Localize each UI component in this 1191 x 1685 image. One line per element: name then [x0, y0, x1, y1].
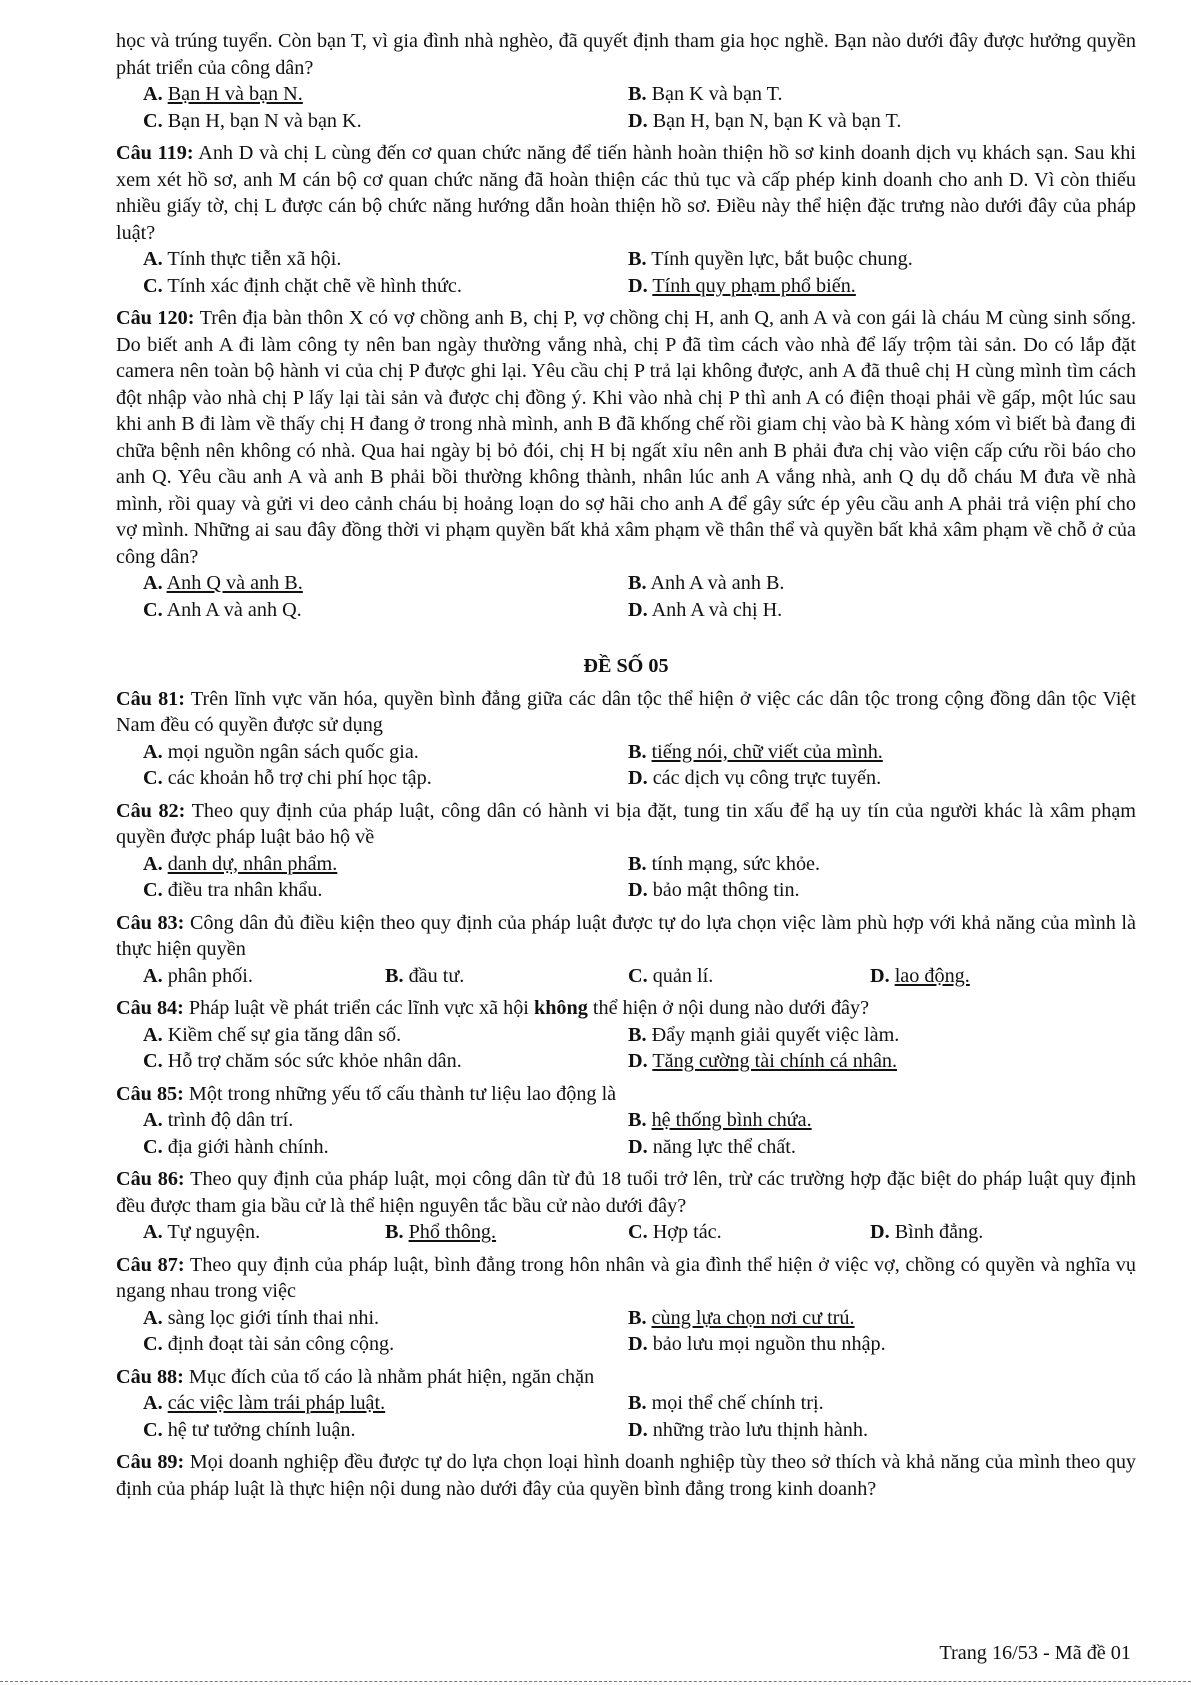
option-c: C. địa giới hành chính.: [143, 1135, 329, 1158]
option-d: D. Tăng cường tài chính cá nhân.: [628, 1050, 898, 1072]
option-c: C. điều tra nhân khẩu.: [143, 879, 323, 901]
correct-answer: Bạn H và bạn N.: [167, 83, 303, 105]
option-a: A. Bạn H và bạn N.: [143, 83, 303, 105]
question-120-options: [143, 570, 1136, 623]
option-b: B. cùng lựa chọn nơi cư trú.: [628, 1306, 855, 1329]
option-a: A. Anh Q và anh B.: [143, 572, 303, 594]
question-120: Câu 120: Trên địa bàn thôn X có vợ chồng anh B, chị P, vợ chồng chị H, anh Q, anh A và con gái là cháu M cùng sinh sống. Do biết anh A đi làm công ty nên ban ngày thường vắng nhà, chị P đã tìm cách vào nhà để lấy trộm tài sản. Do có lắp đặt camera nên toàn bộ hành vi của chị P được ghi lại. Yêu cầu chị P trả lại không được, anh A đã thuê chị H cùng mình tìm cách đột nhập vào nhà chị P lấy lại tài sản và được chị đồng ý. Khi vào nhà chị P thì anh A có điện thoại phải về gấp, một lúc sau khi anh B đi làm về thấy chị H đang ở trong nhà mình, anh B đã khống chế rồi giam chị vào bà K hàng xóm vì biết bà đang đi chữa bệnh nên không có nhà. Qua hai ngày bị bỏ đói, chị H bị ngất xỉu nên anh B phải đưa chị vào viện cấp cứu rồi báo cho anh Q. Yêu cầu anh A và anh B phải bồi thường không thành, nhân lúc anh A vắng nhà, anh Q dụ dỗ cháu M đưa về nhà mình, rồi quay và gửi vi deo cảnh cháu bị hoảng loạn do sợ hãi cho anh A để gây sức ép yêu cầu anh A phải trả viện phí cho vợ mình. Những ai sau đây đồng thời vi phạm quyền bất khả xâm phạm về thân thể và quyền bất khả xâm phạm về chỗ ở của công dân?: [116, 307, 1136, 568]
option-b: B. Bạn K và bạn T.: [628, 83, 783, 105]
option-c: C. định đoạt tài sản công cộng.: [143, 1333, 395, 1355]
option-b: B. Phổ thông.: [385, 1221, 497, 1243]
option-c: C. Hợp tác.: [628, 1221, 722, 1243]
option-c: C. hệ tư tưởng chính luận.: [143, 1418, 356, 1441]
question-86: Câu 86: Theo quy định của pháp luật, mọi công dân từ đủ 18 tuổi trở lên, trừ các trường hợp đặc biệt do pháp luật quy định đều được tham gia bầu cử là thể hiện nguyên tắc bầu cử nào dưới đây?: [116, 1168, 1137, 1217]
option-d: D. bảo mật thông tin.: [628, 879, 800, 901]
question-89: Câu 89: Mọi doanh nghiệp đều được tự do lựa chọn loại hình doanh nghiệp tùy theo sở thích và khả năng của mình theo quy định của pháp luật là thực hiện nội dung nào dưới đây của quyền bình đẳng trong kinh doanh?: [116, 1451, 1137, 1500]
correct-answer: lao động.: [894, 964, 970, 987]
option-d: D. Bình đẳng.: [870, 1221, 984, 1243]
question-88-options: [143, 1390, 1136, 1443]
correct-answer: danh dự, nhân phẩm.: [167, 852, 338, 875]
exam-page: [116, 28, 1136, 1502]
question-84: Câu 84: Pháp luật về phát triển các lĩnh vực xã hội không thể hiện ở nội dung nào dưới đây?: [116, 997, 870, 1019]
option-b: B. Anh A và anh B.: [628, 572, 785, 594]
option-a: A. sàng lọc giới tính thai nhi.: [143, 1306, 380, 1329]
question-119: Câu 119: Anh D và chị L cùng đến cơ quan chức năng để tiến hành hoàn thiện hồ sơ kinh doanh dịch vụ khách sạn. Sau khi xem xét hồ sơ, anh M cán bộ cơ quan chức năng đã hoàn thiện các thủ tục và cấp phép kinh doanh cho anh D. Vì còn thiếu nhiều giấy tờ, chị L được cán bộ chức năng hướng dẫn hoàn thiện hồ sơ. Điều này thể hiện đặc trưng nào dưới đây của pháp luật?: [116, 142, 1137, 244]
page-footer: Trang 16/53 - Mã đề 01: [939, 1642, 1131, 1664]
option-d: D. Anh A và chị H.: [628, 598, 783, 621]
option-a: A. Tự nguyện.: [143, 1221, 261, 1243]
question-83: Câu 83: Công dân đủ điều kiện theo quy định của pháp luật được tự do lựa chọn việc làm phù hợp với khả năng của mình là thực hiện quyền: [116, 911, 1136, 960]
option-a: A. phân phối.: [143, 964, 253, 987]
question-85: Câu 85: Một trong những yếu tố cấu thành tư liệu lao động là: [116, 1082, 617, 1105]
question-83-options: [143, 963, 1136, 990]
question-84-options: [143, 1022, 1136, 1075]
option-c: C. các khoản hỗ trợ chi phí học tập.: [143, 767, 432, 789]
option-a: A. các việc làm trái pháp luật.: [143, 1392, 386, 1414]
question-119-options: [143, 246, 1136, 299]
option-c: C. Hỗ trợ chăm sóc sức khỏe nhân dân.: [143, 1050, 462, 1072]
option-d: D. Bạn H, bạn N, bạn K và bạn T.: [628, 109, 902, 132]
option-d: D. các dịch vụ công trực tuyến.: [628, 767, 882, 789]
correct-answer: tiếng nói, chữ viết của mình.: [651, 740, 883, 763]
option-a: A. mọi nguồn ngân sách quốc gia.: [143, 740, 419, 763]
option-b: B. Đẩy mạnh giải quyết việc làm.: [628, 1023, 900, 1046]
intro-question-text: học và trúng tuyển. Còn bạn T, vì gia đình nhà nghèo, đã quyết định tham gia học nghề. Bạn nào dưới đây được hưởng quyền phát triển của công dân?: [116, 30, 1136, 79]
question-87-options: [143, 1305, 1136, 1358]
correct-answer: Tính quy phạm phổ biến.: [652, 274, 856, 297]
option-d: D. lao động.: [870, 964, 970, 987]
correct-answer: hệ thống bình chứa.: [651, 1109, 812, 1131]
footer-divider: [0, 1681, 1191, 1682]
option-b: B. Tính quyền lực, bắt buộc chung.: [628, 248, 913, 270]
question-86-options: [143, 1219, 1136, 1246]
correct-answer: Phổ thông.: [408, 1221, 497, 1243]
question-81-options: [143, 739, 1136, 792]
question-82: Câu 82: Theo quy định của pháp luật, công dân có hành vi bịa đặt, tung tin xấu để hạ uy tín của người khác là xâm phạm quyền được pháp luật bảo hộ về: [116, 799, 1136, 848]
option-d: D. bảo lưu mọi nguồn thu nhập.: [628, 1333, 886, 1355]
question-82-options: [143, 851, 1136, 904]
option-b: B. đầu tư.: [385, 964, 465, 987]
question-81: Câu 81: Trên lĩnh vực văn hóa, quyền bình đẳng giữa các dân tộc thể hiện ở việc các dân tộc trong cộng đồng dân tộc Việt Nam đều có quyền được sử dụng: [116, 687, 1137, 736]
option-d: D. Tính quy phạm phổ biến.: [628, 274, 856, 297]
question-87: Câu 87: Theo quy định của pháp luật, bình đẳng trong hôn nhân và gia đình thể hiện ở việc vợ, chồng có quyền và nghĩa vụ ngang nhau trong việc: [116, 1253, 1136, 1302]
correct-answer: Tăng cường tài chính cá nhân.: [652, 1050, 898, 1072]
option-a: A. Kiềm chế sự gia tăng dân số.: [143, 1023, 402, 1046]
correct-answer: Anh Q và anh B.: [166, 572, 303, 594]
option-b: B. mọi thể chế chính trị.: [628, 1392, 824, 1414]
correct-answer: các việc làm trái pháp luật.: [167, 1392, 386, 1414]
option-b: B. tính mạng, sức khỏe.: [628, 852, 821, 875]
option-b: B. tiếng nói, chữ viết của mình.: [628, 740, 883, 763]
correct-answer: cùng lựa chọn nơi cư trú.: [651, 1306, 855, 1329]
option-c: C. Bạn H, bạn N và bạn K.: [143, 109, 362, 132]
option-a: A. trình độ dân trí.: [143, 1109, 294, 1131]
option-a: A. danh dự, nhân phẩm.: [143, 852, 338, 875]
option-b: B. hệ thống bình chứa.: [628, 1109, 812, 1131]
question-88: Câu 88: Mục đích của tố cáo là nhằm phát hiện, ngăn chặn: [116, 1365, 595, 1388]
question-85-options: [143, 1107, 1136, 1160]
option-c: C. Anh A và anh Q.: [143, 598, 302, 621]
option-d: D. năng lực thể chất.: [628, 1135, 796, 1158]
intro-options: [143, 81, 1136, 134]
option-c: C. quản lí.: [628, 964, 714, 987]
option-a: A. Tính thực tiễn xã hội.: [143, 248, 342, 270]
section-title: ĐỀ SỐ 05: [583, 655, 669, 677]
option-d: D. những trào lưu thịnh hành.: [628, 1418, 869, 1441]
option-c: C. Tính xác định chặt chẽ về hình thức.: [143, 274, 462, 297]
